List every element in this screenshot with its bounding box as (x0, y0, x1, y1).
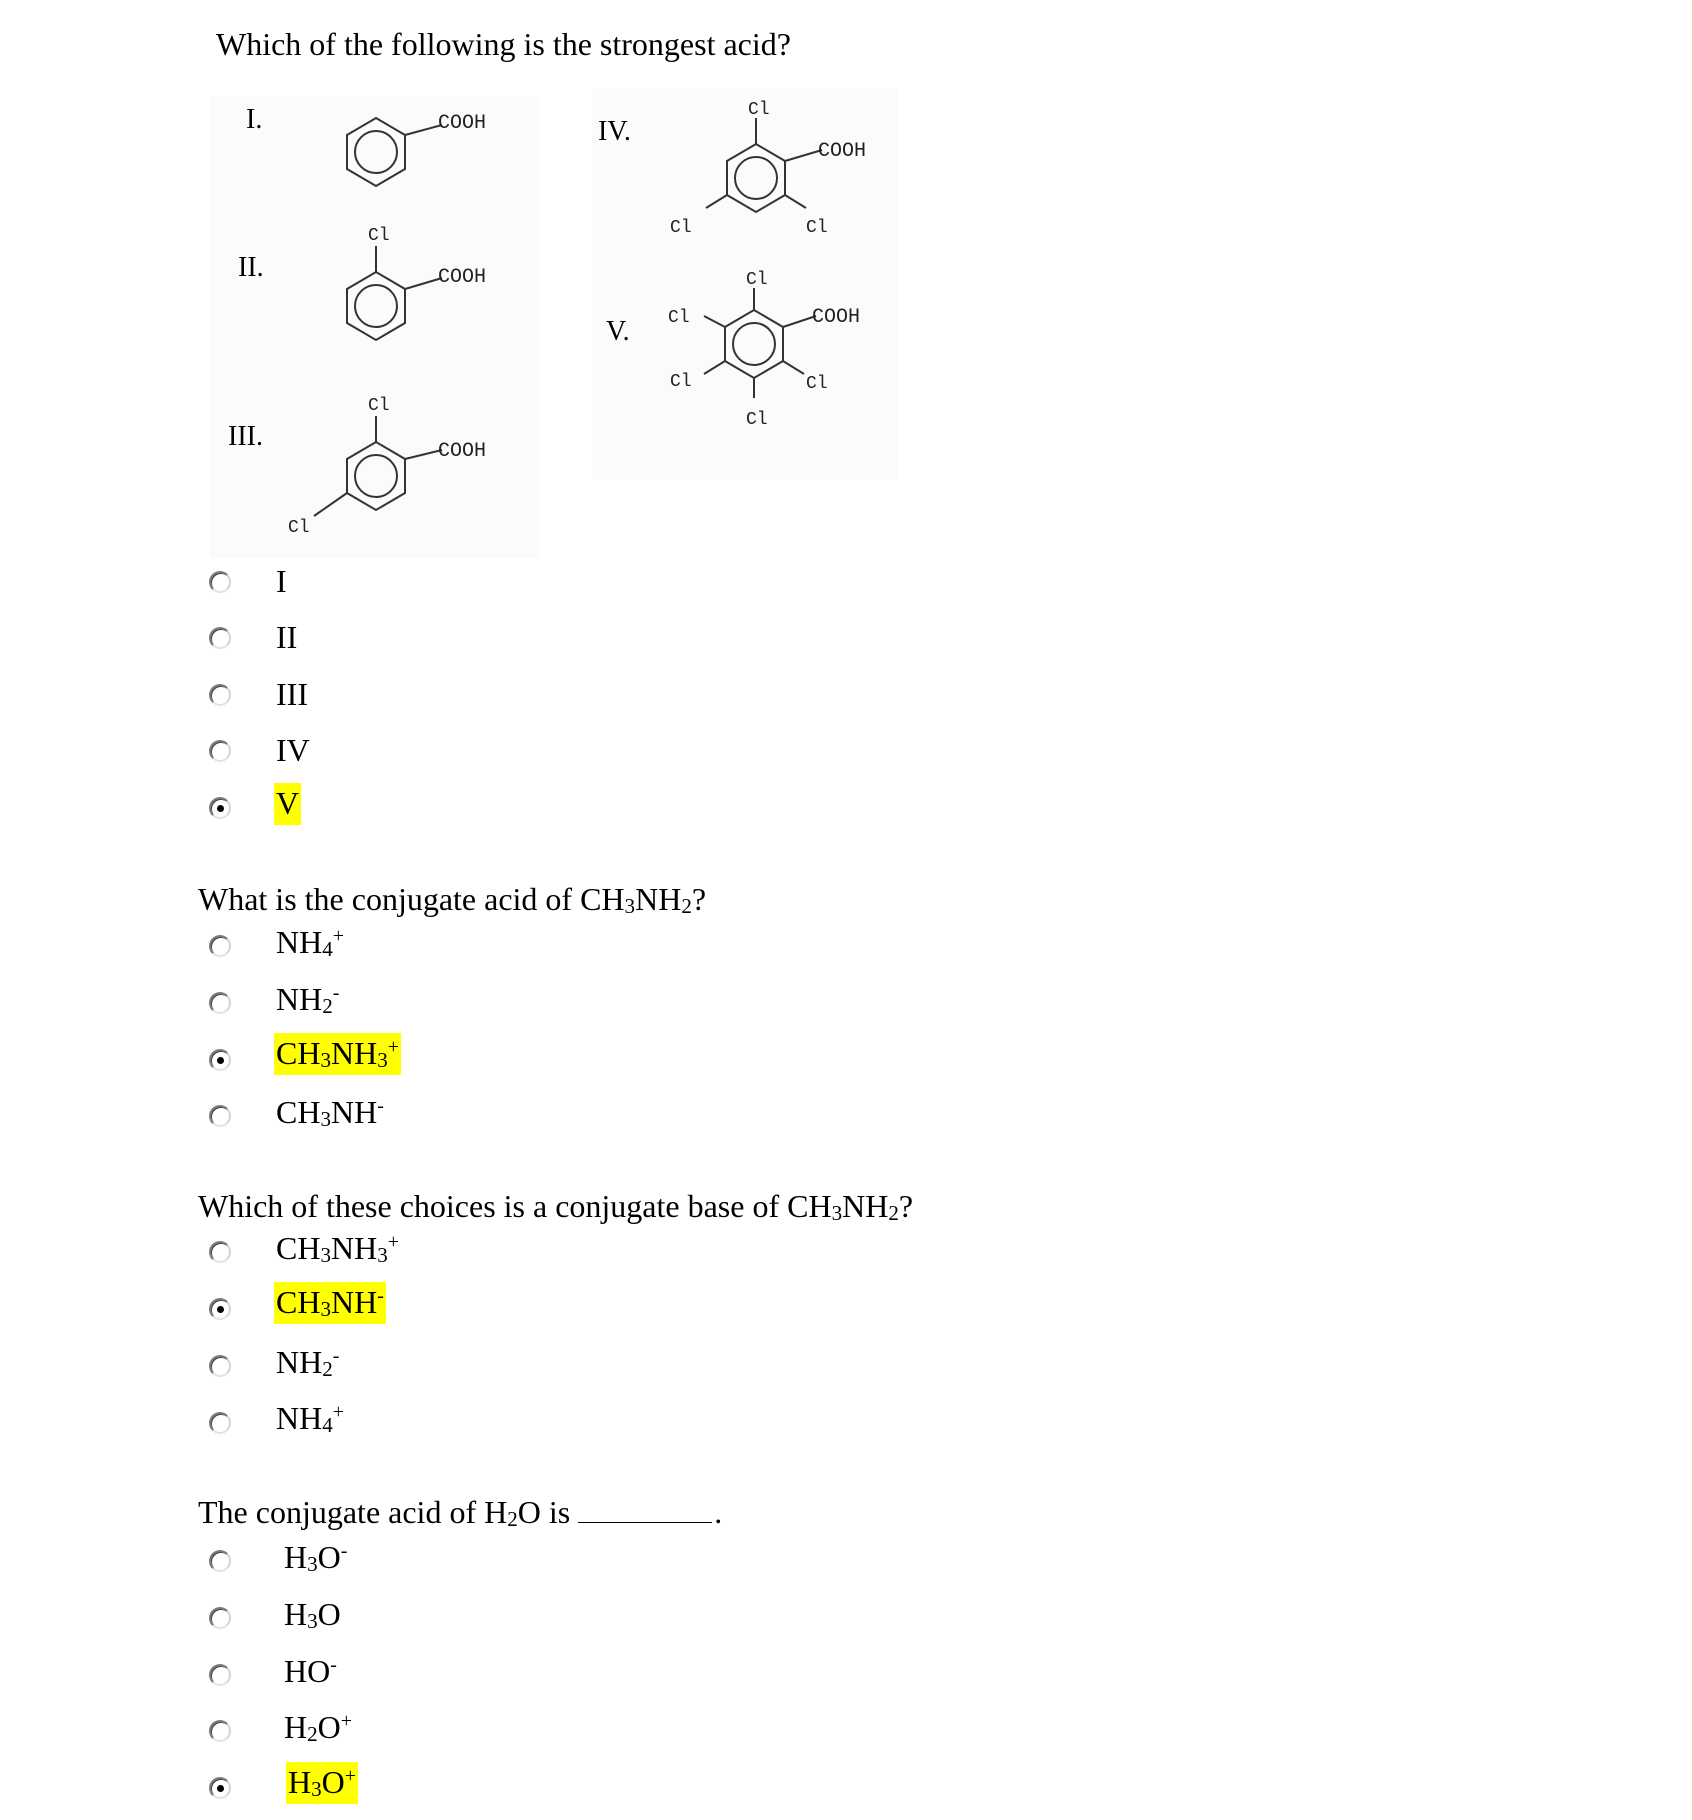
cooh-label: COOH (818, 140, 867, 163)
q4-option-label: $H_3O^+$ (286, 1766, 358, 1800)
radio-q3-opt2[interactable] (209, 1298, 231, 1320)
q2-option-label: $CH_3NH_3^+$ (274, 1037, 401, 1071)
cl-label: Cl (746, 410, 768, 430)
radio-q4-opt4[interactable] (209, 1720, 231, 1742)
structures-figure (210, 88, 898, 558)
cl-label: Cl (368, 226, 390, 246)
q1-option-label: II (276, 619, 298, 655)
cl-label: Cl (806, 218, 828, 238)
radio-q1-opt4[interactable] (209, 740, 231, 762)
q3-option-label: $CH_3NH^-$ (274, 1286, 386, 1320)
q1-option-label: I (276, 563, 287, 599)
radio-q2-opt3[interactable] (209, 1049, 231, 1071)
structure-label-ii: II. (238, 252, 264, 283)
q1-option-label: III (276, 676, 308, 712)
q2-option-label: $CH_3NH^-$ (276, 1094, 384, 1132)
structure-label-v: V. (606, 316, 630, 347)
question-2-text: What is the conjugate acid of $CH_3NH_2$? (198, 881, 707, 919)
cl-label: Cl (670, 218, 692, 238)
q4-option-label: $H_2O^+$ (284, 1709, 352, 1747)
radio-q1-opt2[interactable] (209, 627, 231, 649)
radio-q2-opt4[interactable] (209, 1105, 231, 1127)
cl-label: Cl (746, 270, 768, 290)
radio-q4-opt1[interactable] (209, 1550, 231, 1572)
cooh-label: COOH (438, 266, 487, 289)
q2-option-label: $NH_2^-$ (276, 981, 340, 1019)
radio-q2-opt2[interactable] (209, 992, 231, 1014)
q1-option-label: V (274, 787, 301, 819)
radio-q3-opt1[interactable] (209, 1241, 231, 1263)
q1-option-label: IV (276, 732, 310, 768)
cl-label: Cl (670, 372, 692, 392)
radio-q4-opt3[interactable] (209, 1664, 231, 1686)
radio-q2-opt1[interactable] (209, 935, 231, 957)
radio-q3-opt3[interactable] (209, 1355, 231, 1377)
radio-q4-opt5[interactable] (209, 1777, 231, 1799)
question-1-text: Which of the following is the strongest acid? (216, 26, 791, 62)
radio-q1-opt1[interactable] (209, 571, 231, 593)
cl-label: Cl (806, 374, 828, 394)
question-3-text: Which of these choices is a conjugate base of $CH_3NH_2$? (198, 1188, 914, 1226)
structure-label-iv: IV. (598, 116, 631, 147)
cl-label: Cl (668, 308, 690, 328)
radio-q4-opt2[interactable] (209, 1607, 231, 1629)
cooh-label: COOH (438, 440, 487, 463)
answer-blank (578, 1512, 712, 1523)
q3-option-label: $NH_2^-$ (276, 1344, 340, 1382)
q3-option-label: $CH_3NH_3^+$ (276, 1230, 399, 1268)
radio-q1-opt5[interactable] (209, 797, 231, 819)
q4-option-label: $H_3O^-$ (284, 1539, 348, 1577)
question-4-text: The conjugate acid of $H_2O$ is . (198, 1494, 723, 1532)
q4-option-label: $H_3O$ (284, 1596, 341, 1634)
cl-label: Cl (288, 518, 310, 538)
radio-q1-opt3[interactable] (209, 684, 231, 706)
cooh-label: COOH (812, 306, 861, 329)
cl-label: Cl (368, 396, 390, 416)
radio-q3-opt4[interactable] (209, 1412, 231, 1434)
q2-option-label: $NH_4^+$ (276, 924, 344, 962)
cooh-label: COOH (438, 112, 487, 135)
structure-label-iii: III. (228, 421, 263, 452)
structure-label-i: I. (246, 104, 263, 135)
q3-option-label: $NH_4^+$ (276, 1400, 344, 1438)
cl-label: Cl (748, 100, 770, 120)
q4-option-label: HO- (284, 1653, 337, 1689)
